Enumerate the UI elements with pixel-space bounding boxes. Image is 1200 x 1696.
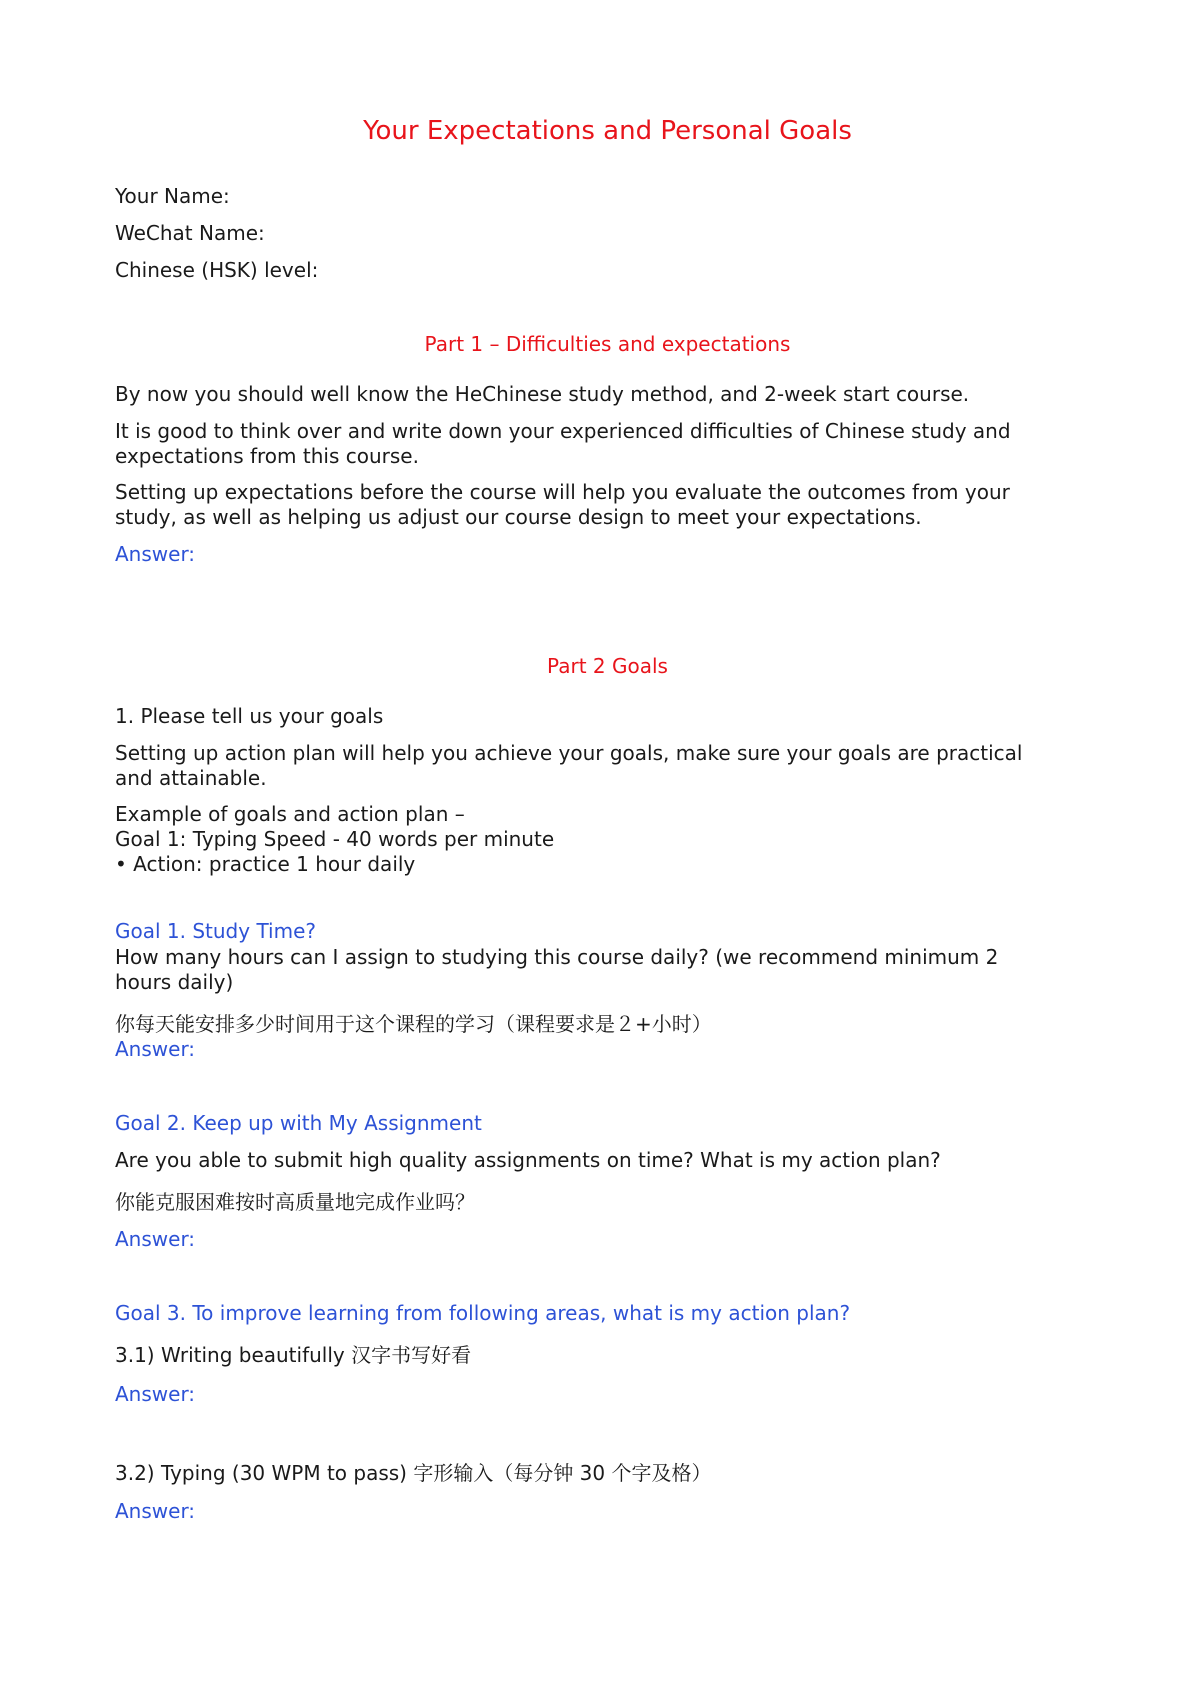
part2-question-1: 1. Please tell us your goals: [115, 704, 384, 728]
goal3-item-1: 3.1) Writing beautifully 汉字书写好看: [115, 1343, 472, 1367]
goal2-chinese-text: 你能克服困难按时高质量地完成作业吗？: [115, 1190, 475, 1214]
goal3-answer-2-label: Answer:: [115, 1499, 196, 1523]
goal3-heading: Goal 3. To improve learning from following areas, what is my action plan?: [115, 1301, 851, 1325]
part1-paragraph-1: By now you should well know the HeChinese study method, and 2-week start course.: [115, 382, 970, 406]
goal1-heading: Goal 1. Study Time?: [115, 919, 317, 943]
page-title: Your Expectations and Personal Goals: [363, 116, 852, 146]
part1-heading: Part 1 – Difficulties and expectations: [424, 332, 791, 356]
goal1-answer-label: Answer:: [115, 1037, 196, 1061]
goal1-chinese-text: 你每天能安排多少时间用于这个课程的学习（课程要求是２+小时）: [115, 1012, 712, 1036]
example-line-2: Goal 1: Typing Speed - 40 words per minute: [115, 827, 555, 851]
part1-paragraph-3-line-1: Setting up expectations before the course will help you evaluate the outcomes from your: [115, 480, 1010, 504]
goal1-question-line-1: How many hours can I assign to studying this course daily? (we recommend minimum 2: [115, 945, 999, 969]
part1-paragraph-2-line-1: It is good to think over and write down your experienced difficulties of Chinese study and: [115, 419, 1011, 443]
part1-paragraph-3-line-2: study, as well as helping us adjust our course design to meet your expectations.: [115, 505, 922, 529]
your-name-field: Your Name:: [115, 184, 230, 208]
part2-paragraph-line-2: and attainable.: [115, 766, 267, 790]
part2-paragraph-line-1: Setting up action plan will help you achieve your goals, make sure your goals are practical: [115, 741, 1023, 765]
part1-answer-label: Answer:: [115, 542, 196, 566]
example-line-3: • Action: practice 1 hour daily: [115, 852, 416, 876]
wechat-name-field: WeChat Name:: [115, 221, 265, 245]
example-line-1: Example of goals and action plan –: [115, 802, 465, 826]
goal2-heading: Goal 2. Keep up with My Assignment: [115, 1111, 482, 1135]
hsk-level-field: Chinese (HSK) level:: [115, 258, 319, 282]
part2-heading: Part 2 Goals: [547, 654, 668, 678]
part1-paragraph-2-line-2: expectations from this course.: [115, 444, 419, 468]
goal3-answer-1-label: Answer:: [115, 1382, 196, 1406]
goal1-question-line-2: hours daily): [115, 970, 234, 994]
goal3-item-2: 3.2) Typing (30 WPM to pass) 字形输入（每分钟 30 个字及格）: [115, 1461, 712, 1485]
goal2-question: Are you able to submit high quality assignments on time? What is my action plan?: [115, 1148, 941, 1172]
goal2-answer-label: Answer:: [115, 1227, 196, 1251]
